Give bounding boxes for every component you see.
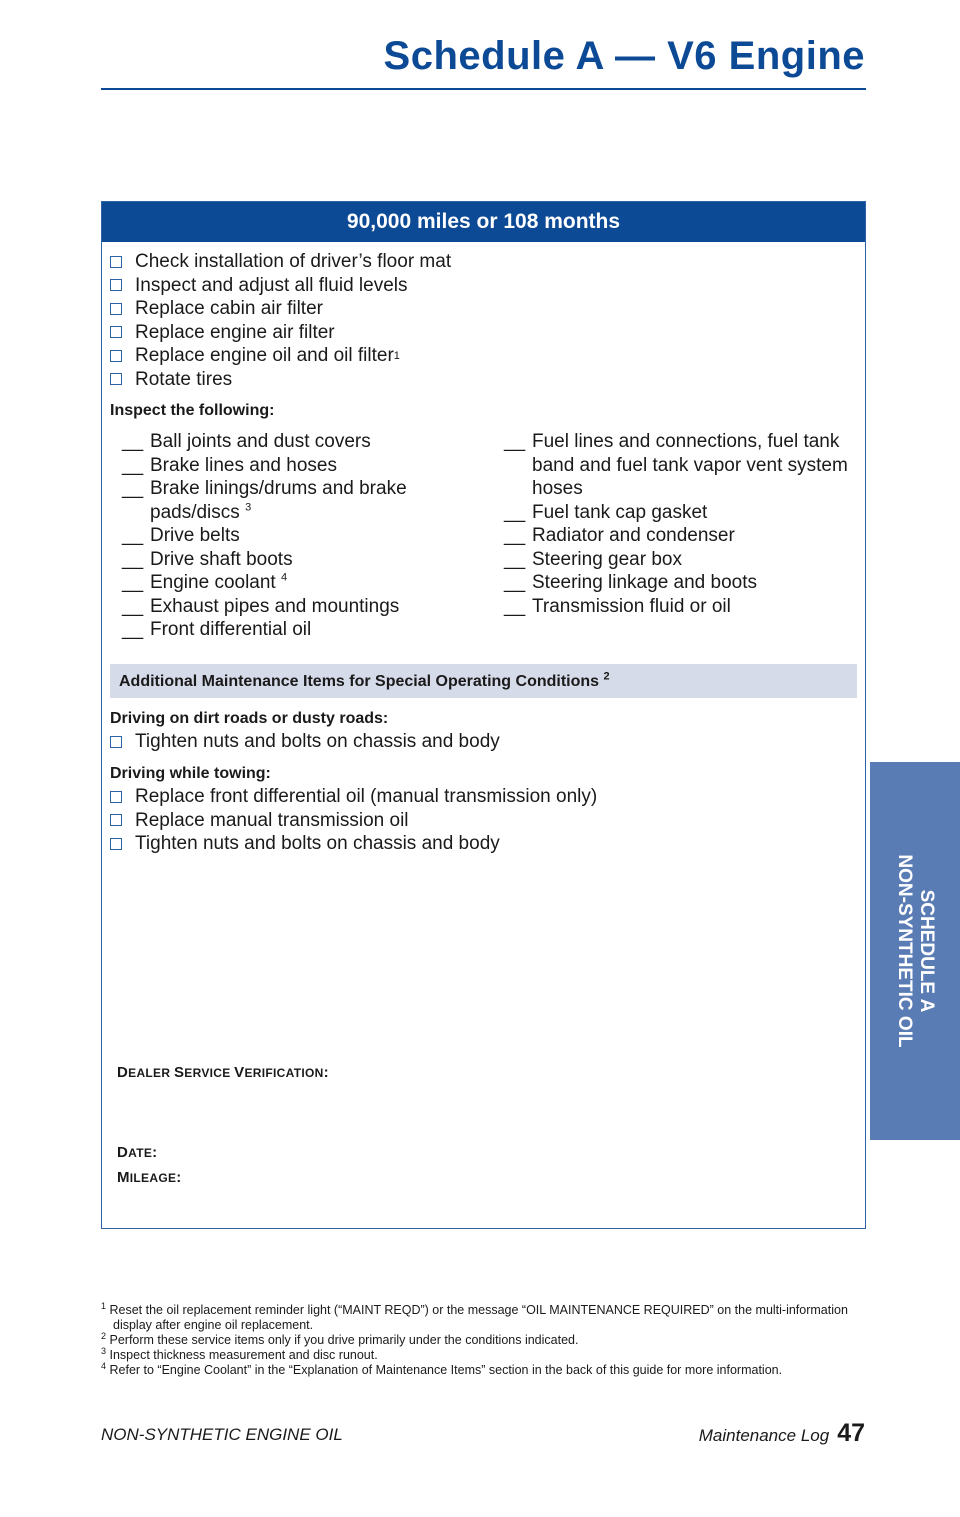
checklist-item: Replace engine air filter xyxy=(110,321,451,345)
service-checklist xyxy=(110,250,451,391)
checklist-item: Replace cabin air filter xyxy=(110,297,451,321)
checkbox-icon[interactable] xyxy=(110,373,122,385)
inspect-item: __ Drive belts xyxy=(122,525,240,546)
towing-checklist xyxy=(110,785,597,856)
checklist-item: Inspect and adjust all fluid levels xyxy=(110,274,451,298)
inspect-list-right xyxy=(504,430,854,618)
footnote: $^2$ Perform these service items only if you drive primarily under the conditions indicated. xyxy=(101,1330,579,1347)
mileage-label: MILEAGE: xyxy=(117,1169,182,1186)
inspect-item: __ Radiator and condenser xyxy=(504,525,735,546)
checklist-item: Tighten nuts and bolts on chassis and body xyxy=(110,730,500,754)
inspect-item: __ Brake linings/drums and brake pads/discs $^3$ xyxy=(122,478,407,523)
inspect-item: __ Steering gear box xyxy=(504,548,682,570)
checkbox-icon[interactable] xyxy=(110,303,122,315)
footnotes xyxy=(101,1300,861,1378)
dirt-roads-checklist xyxy=(110,730,500,754)
checkbox-icon[interactable] xyxy=(110,350,122,362)
title-rule xyxy=(101,88,866,90)
checkbox-icon[interactable] xyxy=(110,791,122,803)
schedule-box xyxy=(101,201,866,1229)
checkbox-icon[interactable] xyxy=(110,838,122,850)
inspect-list-left xyxy=(122,430,467,642)
checklist-item: Replace front differential oil (manual transmission only) xyxy=(110,785,597,809)
footer-section-name: Maintenance Log xyxy=(698,1426,830,1445)
checkbox-icon[interactable] xyxy=(110,326,122,338)
towing-heading: Driving while towing: xyxy=(110,765,271,782)
checkbox-icon[interactable] xyxy=(110,736,122,748)
inspect-item: __ Transmission fluid or oil xyxy=(504,595,731,617)
inspect-item: __ Fuel tank cap gasket xyxy=(504,501,708,523)
section-side-tab[interactable] xyxy=(870,762,960,1140)
checkbox-icon[interactable] xyxy=(110,279,122,291)
inspect-item: __ Fuel lines and connections, fuel tank band and fuel tank vapor vent system hoses xyxy=(504,431,848,499)
checklist-item: Check installation of driver’s floor mat xyxy=(110,250,451,274)
inspect-item: __ Steering linkage and boots xyxy=(504,572,757,593)
inspect-item: __ Exhaust pipes and mountings xyxy=(122,595,400,617)
checkbox-icon[interactable] xyxy=(110,814,122,826)
page-number: 47 xyxy=(837,1419,865,1447)
inspect-item: __ Engine coolant $^4$ xyxy=(122,571,288,593)
checklist-item: Rotate tires xyxy=(110,368,451,392)
special-conditions-band: Additional Maintenance Items for Special Operating Conditions $^2$ xyxy=(110,664,857,698)
footnote: $^4$ Refer to “Engine Coolant” in the “Explanation of Maintenance Items” section in the back of this guide for more information. xyxy=(101,1360,783,1377)
interval-header: 90,000 miles or 108 months xyxy=(102,202,865,242)
inspect-item: __ Drive shaft boots xyxy=(122,548,293,570)
dealer-verification-label: DEALER SERVICE VERIFICATION: xyxy=(117,1064,329,1081)
inspect-heading: Inspect the following: xyxy=(110,402,275,419)
footnote: $^3$ Inspect thickness measurement and disc runout. xyxy=(101,1345,378,1362)
dirt-roads-heading: Driving on dirt roads or dusty roads: xyxy=(110,710,389,727)
page-title: Schedule A — V6 Engine xyxy=(383,34,865,78)
inspect-item: __ Brake lines and hoses xyxy=(122,454,337,476)
footnote: $^1$ Reset the oil replacement reminder light (“MAINT REQD”) or the message “OIL MAINTENANCE REQUIRED” on the multi-information display after engine oil replacement. xyxy=(101,1300,848,1332)
checkbox-icon[interactable] xyxy=(110,256,122,268)
checklist-item: Replace engine oil and oil filter 1 xyxy=(110,344,451,368)
inspect-item: __ Front differential oil xyxy=(122,619,312,640)
footer-oil-type: NON-SYNTHETIC ENGINE OIL xyxy=(101,1425,343,1444)
footer-page-info xyxy=(699,1419,865,1448)
date-label: DATE: xyxy=(117,1144,158,1161)
side-tab-label: SCHEDULE A NON-SYNTHETIC OIL xyxy=(894,854,937,1048)
checklist-item: Replace manual transmission oil xyxy=(110,809,597,833)
inspect-item: __ Ball joints and dust covers xyxy=(122,431,371,452)
checklist-item: Tighten nuts and bolts on chassis and body xyxy=(110,832,597,856)
